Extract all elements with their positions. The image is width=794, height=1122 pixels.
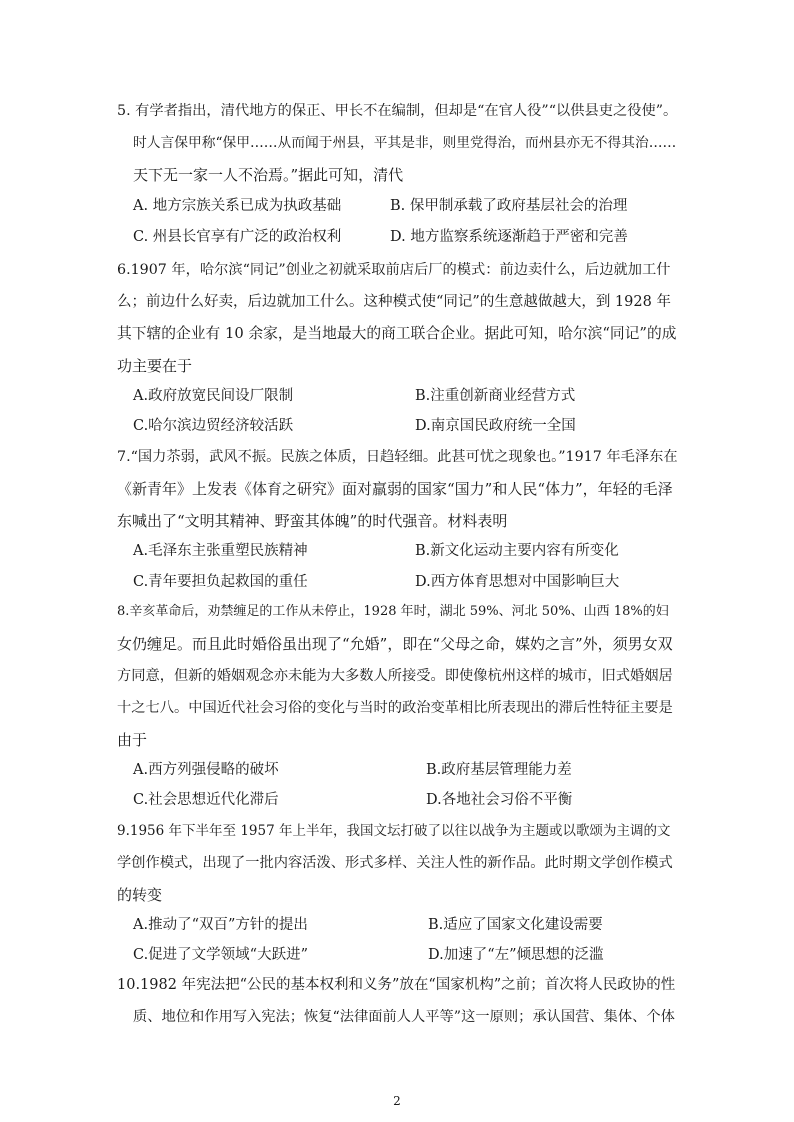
page-number: 2 — [393, 1094, 401, 1108]
q7-option-b: B.新文化运动主要内容有所变化 — [415, 543, 619, 559]
q8-option-b: B.政府基层管理能力差 — [426, 762, 572, 778]
q10-stem-line-1: 10.1982 年宪法把“公民的基本权利和义务”放在“国家机构”之前；首次将人民政协的性 — [117, 977, 676, 993]
q9-stem-line-1: 9.1956 年下半年至 1957 年上半年，我国文坛打破了以往以战争为主题或以歌颂为主调的文 — [117, 823, 671, 839]
q9-stem-line-2: 学创作模式，出现了一批内容活泼、形式多样、关注人性的新作品。此时期文学创作模式 — [117, 855, 673, 871]
q5-stem-line-3: 天下无一家一人不治焉。”据此可知，清代 — [133, 166, 404, 184]
q9-option-a: A.推动了“双百”方针的提出 — [133, 917, 308, 933]
q6-stem-line-4: 功主要在于 — [117, 357, 193, 375]
q6-stem-line-2: 么；前边什么好卖，后边就加工什么。这种模式使“同记”的生意越做越大，到 1928 年 — [117, 294, 671, 310]
q7-option-a: A.毛泽东主张重塑民族精神 — [133, 543, 308, 559]
q7-stem-line-2: 《新青年》上发表《体育之研究》面对羸弱的国家“国力”和人民“体力”，年轻的毛泽 — [117, 480, 673, 498]
q5-option-b: B. 保甲制承载了政府基层社会的治理 — [390, 198, 628, 214]
q9-option-b: B.适应了国家文化建设需要 — [428, 917, 603, 933]
q6-option-d: D.南京国民政府统一全国 — [415, 418, 576, 434]
q8-stem-line-5: 由于 — [117, 731, 148, 749]
q5-option-d: D. 地方监察系统逐渐趋于严密和完善 — [390, 229, 628, 245]
q7-option-c: C.青年要担负起救国的重任 — [133, 574, 308, 590]
q5-stem-line-1: 5. 有学者指出，清代地方的保正、甲长不在编制，但却是“在官人役”“以供县吏之役使”。 — [117, 103, 678, 119]
q8-option-c: C.社会思想近代化滞后 — [133, 792, 279, 808]
q5-option-c: C. 州县长官享有广泛的政治权利 — [133, 229, 342, 245]
q9-option-d: D.加速了“左”倾思想的泛滥 — [428, 947, 604, 963]
q7-option-d: D.西方体育思想对中国影响巨大 — [415, 574, 620, 590]
q8-stem-line-4: 十之七八。中国近代社会习俗的变化与当时的政治变革相比所表现出的滞后性特征主要是 — [117, 700, 673, 716]
q6-option-a: A.政府放宽民间设厂限制 — [133, 388, 294, 404]
q8-option-a: A.西方列强侵略的破坏 — [133, 762, 279, 778]
q7-stem-line-3: 东喊出了“文明其精神、野蛮其体魄”的时代强音。材料表明 — [117, 512, 508, 530]
q6-stem-line-1: 6.1907 年，哈尔滨“同记”创业之初就采取前店后厂的模式：前边卖什么，后边就加工什 — [117, 262, 671, 278]
q5-stem-line-2: 时人言保甲称“保甲……从而闻于州县，平其是非，则里党得治，而州县亦无不得其治…… — [133, 135, 677, 151]
q8-option-d: D.各地社会习俗不平衡 — [426, 792, 573, 808]
q6-stem-line-3: 其下辖的企业有 10 余家，是当地最大的商工联合企业。据此可知，哈尔滨“同记”的成 — [117, 325, 677, 342]
q7-stem-line-1: 7.“国力苶弱，武风不振。民族之体质，日趋轻细。此甚可忧之现象也。”1917 年毛泽东在 — [117, 449, 678, 465]
q6-option-c: C.哈尔滨边贸经济较活跃 — [133, 418, 294, 434]
q8-stem-line-3: 方同意，但新的婚姻观念亦未能为大多数人所接受。即使像杭州这样的城市，旧式婚姻居 — [117, 668, 673, 684]
q6-option-b: B.注重创新商业经营方式 — [415, 388, 576, 404]
q8-stem-line-2: 女仍缠足。而且此时婚俗虽出现了“允婚”，即在“父母之命，媒妁之言”外，须男女双 — [117, 635, 673, 653]
q5-option-a: A. 地方宗族关系已成为执政基础 — [133, 198, 342, 214]
q8-stem-line-1: 8.辛亥革命后，劝禁缠足的工作从未停止，1928 年时，湖北 59%、河北 50%、山西 18%的妇 — [117, 604, 669, 619]
q9-option-c: C.促进了文学领域“大跃进” — [133, 947, 309, 963]
q9-stem-line-3: 的转变 — [117, 886, 163, 904]
q10-stem-line-2: 质、地位和作用写入宪法；恢复“法律面前人人平等”这一原则；承认国营、集体、个体 — [133, 1009, 675, 1025]
